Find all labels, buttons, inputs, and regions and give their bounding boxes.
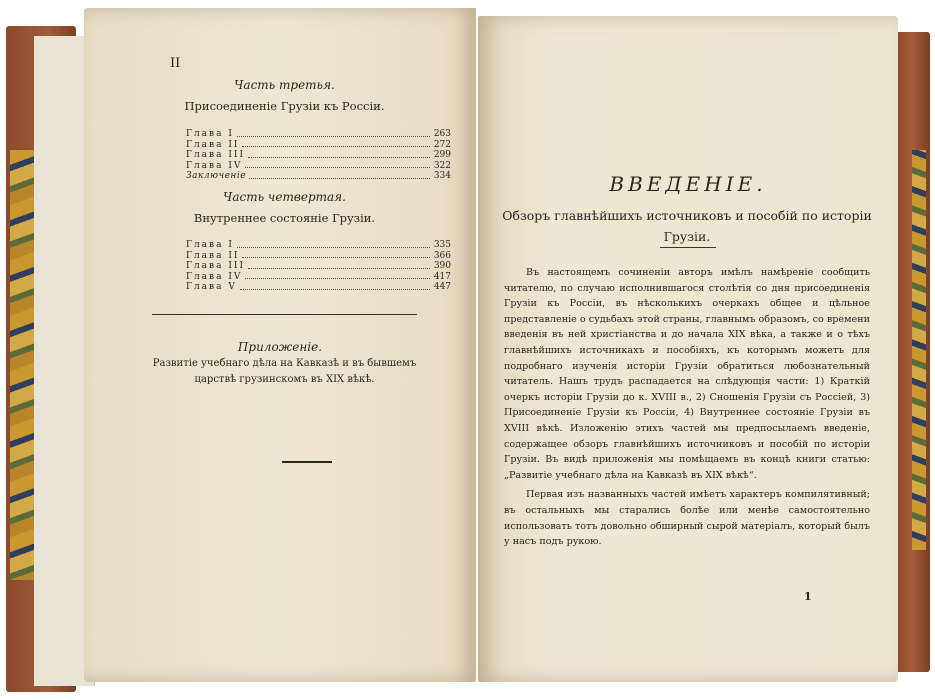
marbled-edge-right bbox=[912, 150, 926, 550]
toc-row: Глава IV 322 bbox=[186, 160, 451, 171]
toc-row: Глава IV 417 bbox=[186, 271, 451, 282]
toc-row: Заключенiе 334 bbox=[186, 171, 451, 181]
intro-title: ВВЕДЕНIЕ. bbox=[609, 172, 767, 196]
section-divider bbox=[152, 314, 417, 315]
part3-subtitle: Присоединенie Грузiи къ Россiи. bbox=[184, 99, 385, 113]
part3-title: Часть третья. bbox=[234, 78, 335, 92]
toc-row: Глава III 299 bbox=[186, 150, 451, 160]
paragraph: Первая изъ названныхъ частей имѣетъ характеръ компилятивный; въ остальныхъ мы старались болѣе или менѣе самостоятельно использовать тотъ довольно обширный сырой матерiалъ, который былъ у насъ подъ рукою. bbox=[504, 489, 870, 548]
toc-row: Глава I 335 bbox=[186, 240, 451, 250]
part3-toc bbox=[186, 129, 451, 182]
toc-row: Глава II 366 bbox=[186, 250, 451, 261]
toc-row: Глава I 263 bbox=[186, 129, 451, 139]
marbled-edge-left bbox=[10, 150, 36, 580]
toc-row: Глава II 272 bbox=[186, 139, 451, 150]
appendix-title: Приложенiе. bbox=[237, 340, 323, 354]
intro-subtitle: Обзоръ главнѣйшихъ источниковъ и пособiй по исторiи Грузiи. bbox=[502, 208, 872, 244]
paragraph: Въ настоящемъ сочиненiи авторъ имѣлъ намѣренiе сообщить читателю, по случаю исполнившагося столѣтiя со дня присоединенiя Грузiи къ Россiи, въ нѣсколькихъ очеркахъ общее и цѣльное представленiе о судьбахъ этой страны, главнымъ образомъ, со времени введенiя въ ней христiанства и до начала XIX вѣка, а также и о тѣхъ главнѣйшихъ источникахъ и пособiяхъ, къ которымъ можетъ для подробнаго изученiя исторiи Грузiи обратиться любознательный читатель. Нашъ трудъ распадается на слѣдующiя части: 1) Краткiй очеркъ исторiи Грузiи до к. XVIII в., 2) Сношенiя Грузiи съ Россiей, 3) Присоединенiе Грузiи къ Россiи, 4) Внутреннее состоянiе Грузiи въ XVIII вѣкѣ. Изложенiю этихъ частей мы предпосылаемъ введенiе, содержащее обзоръ главнѣйшихъ источниковъ и пособiй по исторiи Грузiи. Въ видѣ приложенiя мы помѣщаемъ въ концѣ книги статью: „Развитiе учебнаго дѣла на Кавказѣ въ XIX вѣкѣ“. bbox=[504, 267, 870, 481]
part4-subtitle: Внутреннее состоянiе Грузiи. bbox=[193, 211, 376, 225]
left-page-number: II bbox=[170, 56, 181, 71]
part4-toc bbox=[186, 240, 451, 293]
toc-row: Глава V 447 bbox=[186, 282, 451, 292]
title-divider bbox=[660, 247, 716, 248]
end-rule bbox=[282, 461, 332, 463]
toc-row: Глава III 390 bbox=[186, 261, 451, 271]
part4-title: Часть четвертая. bbox=[223, 190, 346, 204]
right-page-number: 1 bbox=[804, 590, 812, 603]
intro-body bbox=[504, 265, 870, 550]
appendix-text: Развитiе учебнаго дѣла на Кавказѣ и въ бывшемъ царствѣ грузинскомъ въ XIX вѣкѣ. bbox=[152, 358, 417, 385]
